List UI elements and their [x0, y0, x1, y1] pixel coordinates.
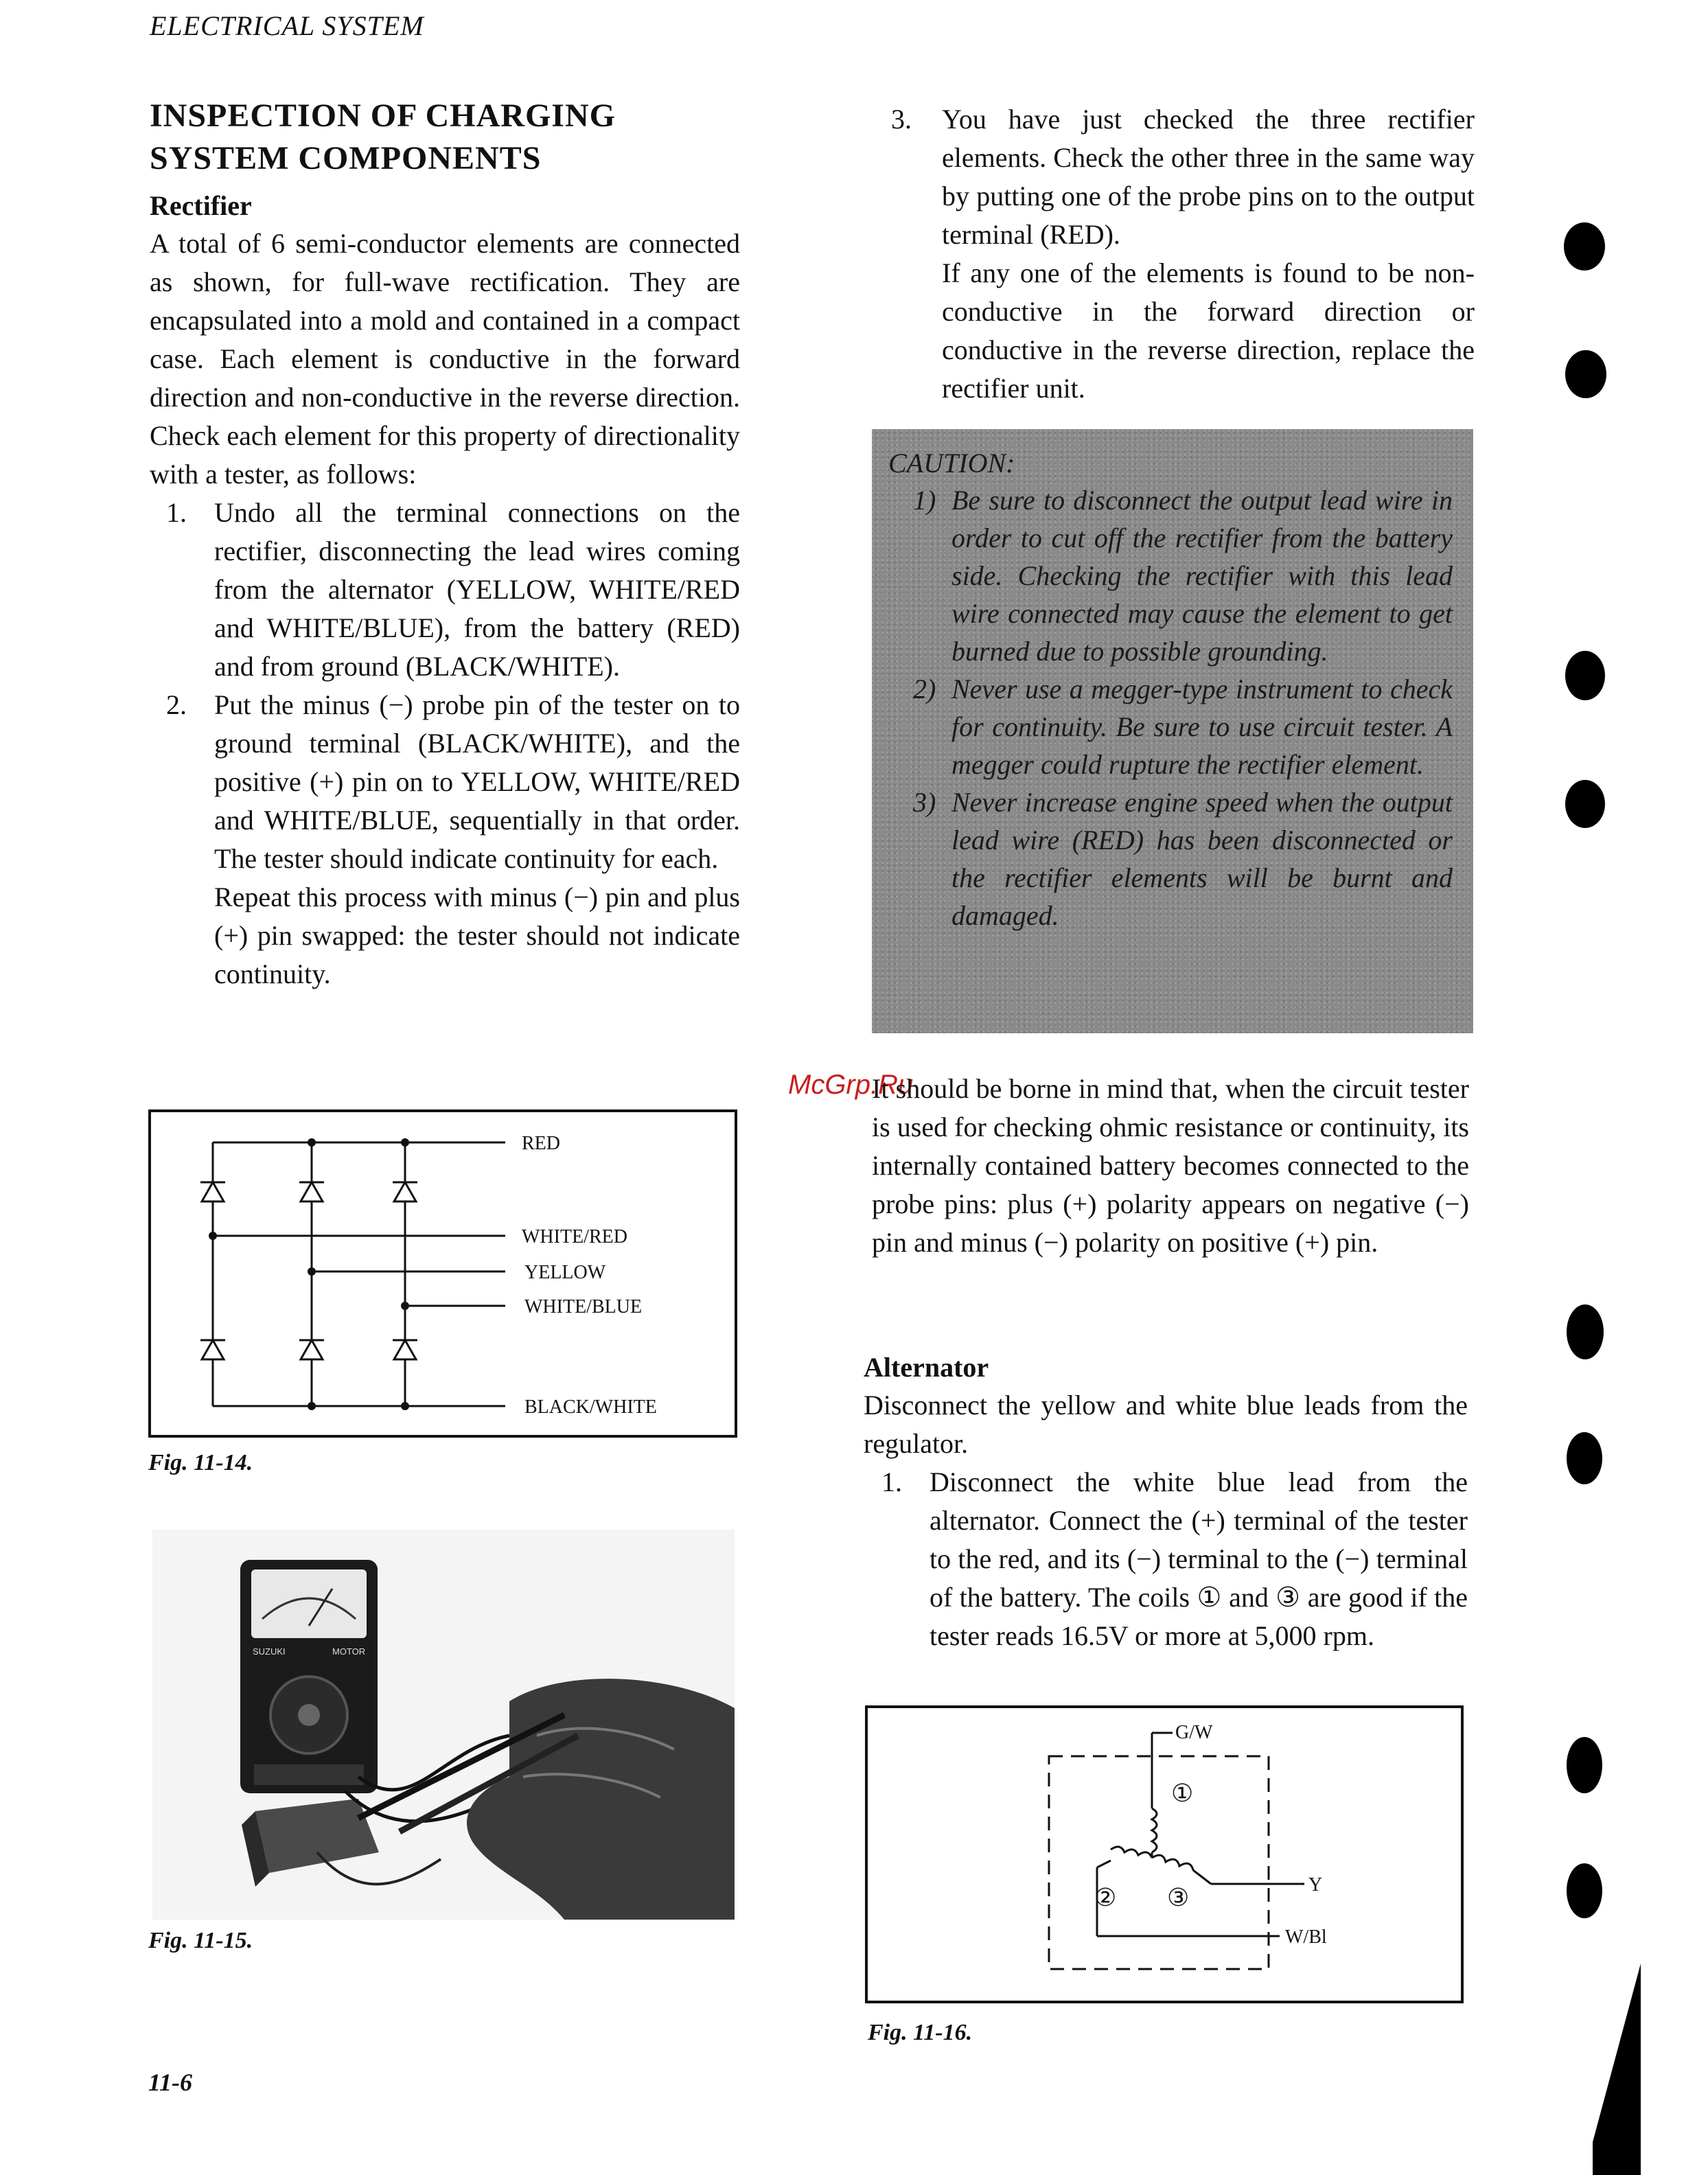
running-header: ELECTRICAL SYSTEM	[150, 10, 424, 41]
alternator-steps	[864, 1463, 1468, 1655]
label-white-red: WHITE/RED	[522, 1226, 627, 1247]
rectifier-steps	[150, 494, 740, 993]
left-column	[150, 95, 740, 993]
punch-hole	[1567, 1432, 1602, 1484]
watermark: McGrp.Ru	[788, 1070, 914, 1100]
label-coil-1: ①	[1171, 1780, 1194, 1807]
meter-model: MOTOR	[332, 1646, 366, 1657]
alternator-diagram-svg	[865, 1705, 1464, 2003]
rectifier-intro: A total of 6 semi-conductor elements are connected as shown, for full-wave rectification. They are encapsulated into a mold and contained in a compact case. Each element is conductive in the forward direction and non-conductive in the reverse direction. Check each element for this property of directionality with a tester, as follows:	[150, 228, 740, 490]
section-title-line1: INSPECTION OF CHARGING	[150, 97, 616, 134]
page-number: 11-6	[148, 2069, 193, 2096]
scan-edge-shadow	[1593, 1964, 1641, 2142]
alternator-coil-diagram	[865, 1705, 1464, 2003]
tester-polarity-note: It should be borne in mind that, when the circuit tester is used for checking ohmic resistance or continuity, its internally contained battery becomes connected to the probe pins: plus (+) polarity appears on negative (−) pin and minus (−) polarity on positive (+) pin.	[872, 1073, 1469, 1258]
punch-hole	[1565, 651, 1605, 700]
label-wbl: W/Bl	[1285, 1926, 1327, 1948]
tester-photo	[152, 1530, 735, 1920]
label-coil-2: ②	[1094, 1884, 1117, 1911]
label-y: Y	[1308, 1874, 1323, 1896]
punch-hole	[1565, 350, 1606, 398]
alternator-intro: Disconnect the yellow and white blue leads from the regulator.	[864, 1390, 1468, 1459]
list-item: 1. Undo all the terminal connections on the rectifier, disconnecting the lead wires coming from the alternator (YELLOW, WHITE/RED and WHITE/BLUE), from the battery (RED) and from ground (BLACK/WHITE).	[166, 497, 740, 682]
fig14-caption: Fig. 11-14.	[148, 1450, 253, 1475]
caution-box	[872, 429, 1473, 1033]
scan-edge-shadow	[1593, 2142, 1641, 2175]
punch-hole	[1567, 1737, 1602, 1793]
list-item: 3. You have just checked the three rectifier elements. Check the other three in the same way by putting one of the probe pins on to the output terminal (RED). If any one of the elements is found to be non-conductive in the forward direction or conductive in the reverse direction, replace the rectifier unit.	[891, 104, 1475, 404]
rectifier-heading: Rectifier	[150, 190, 252, 221]
caution-list	[888, 481, 1453, 934]
fig15-caption: Fig. 11-15.	[148, 1928, 253, 1953]
rectifier-step-3	[870, 100, 1475, 408]
fig16-caption: Fig. 11-16.	[868, 2020, 973, 2045]
rectifier-steps-continued	[870, 100, 1475, 408]
list-item: 1. Disconnect the white blue lead from the alternator. Connect the (+) terminal of the tester to the red, and its (−) terminal to the (−) terminal of the battery. The coils ① and ③ are good if the tester reads 16.5V or more at 5,000 rpm.	[881, 1466, 1468, 1651]
list-item: 1) Be sure to disconnect the output lead wire in order to cut off the rectifier from the battery side. Checking the rectifier with this lead wire connected may cause the element to get burned due to possible grounding.	[913, 485, 1453, 667]
section-title-line2: SYSTEM COMPONENTS	[150, 140, 542, 176]
rectifier-circuit-diagram	[148, 1109, 737, 1438]
label-yellow: YELLOW	[524, 1262, 606, 1283]
caution-title: CAUTION:	[888, 448, 1015, 479]
meter-brand: SUZUKI	[253, 1646, 286, 1657]
label-coil-3: ③	[1167, 1884, 1190, 1911]
punch-hole	[1567, 1304, 1604, 1359]
punch-hole	[1564, 222, 1605, 271]
list-item: 2) Never use a megger-type instrument to check for continuity. Be sure to use circuit tester. A megger could rupture the rectifier element.	[913, 674, 1453, 780]
label-black-white: BLACK/WHITE	[524, 1396, 657, 1418]
punch-hole	[1565, 780, 1605, 828]
rectifier-diagram-svg	[148, 1109, 737, 1438]
alternator-section	[864, 1351, 1468, 1655]
label-red: RED	[522, 1133, 560, 1154]
list-item: 3) Never increase engine speed when the output lead wire (RED) has been disconnected or the rectifier elements will be burnt and damaged.	[913, 787, 1453, 931]
label-gw: G/W	[1175, 1722, 1213, 1743]
tester-photo-svg	[152, 1530, 735, 1920]
alternator-heading: Alternator	[864, 1352, 989, 1383]
punch-hole	[1567, 1863, 1602, 1918]
label-white-blue: WHITE/BLUE	[524, 1296, 643, 1317]
list-item: 2. Put the minus (−) probe pin of the tester on to ground terminal (BLACK/WHITE), and the positive (+) pin on to YELLOW, WHITE/RED and WHITE/BLUE, sequentially in that order. The tester should indicate continuity for each. Repeat this process with minus (−) pin and plus (+) pin swapped: the tester should not indicate continuity.	[166, 689, 740, 989]
